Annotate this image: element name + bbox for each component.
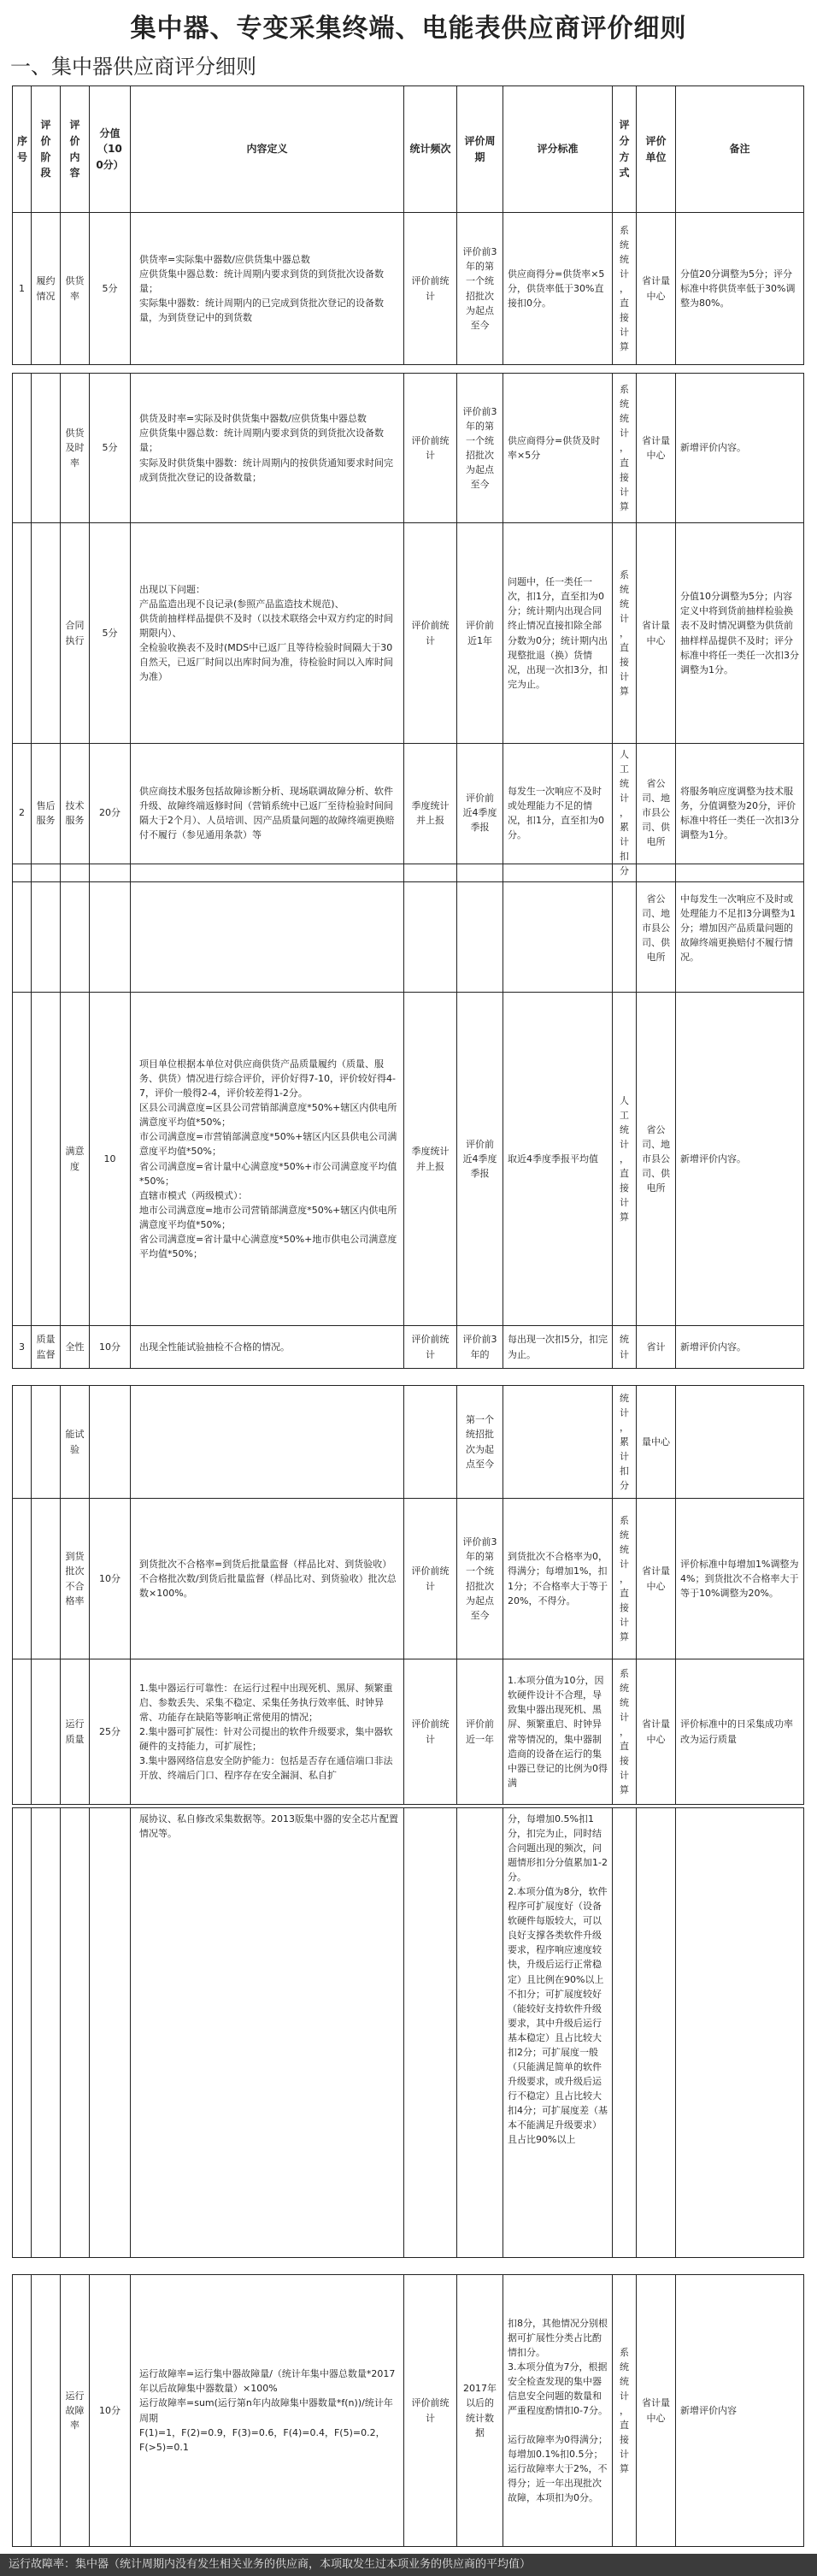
table-row [13, 2275, 804, 2547]
row-score: 10分 [90, 2275, 131, 2547]
evaluation-table-part-4 [12, 1385, 804, 1805]
row-frequency: 评价前统计 [404, 523, 457, 744]
row-method: 系统统计，直接计算 [613, 213, 637, 365]
row-frequency: 季度统计并上报 [404, 744, 457, 882]
row-period: 评价前近4季度季报 [457, 744, 503, 882]
row-score: 10分 [90, 1499, 131, 1659]
row-standard: 每出现一次扣5分，扣完为止。 [503, 1326, 613, 1369]
row-score: 25分 [90, 1659, 131, 1805]
row-unit: 省计量中心 [637, 213, 676, 365]
row-standard: 到货批次不合格率为0，得满分；每增加1%，扣1分；不合格率大于等于20%，不得分。 [503, 1499, 613, 1659]
row-standard: 每发生一次响应不及时或处理能力不足的情况，扣1分，直至扣为0分。 [503, 744, 613, 882]
row-score: 5分 [90, 374, 131, 523]
header-stage: 评价阶段 [32, 86, 61, 213]
row-method: 系统统计，直接计算 [613, 374, 637, 523]
row-definition: 展协议、私自修改采集数据等。2013版集中器的安全芯片配置情况等。 [131, 1808, 404, 2258]
row-period: 评价前近一年 [457, 1659, 503, 1805]
row-note: 分值10分调整为5分；内容定义中将到货前抽样检验换表不及时情况调整为供货前抽样样品提供不及时；评分标准中将任一类任一次扣3分调整为1分。 [676, 523, 804, 744]
row-stage: 质量监督 [32, 1326, 61, 1369]
row-period: 评价前3年的 [457, 1326, 503, 1369]
evaluation-table-part-2 [12, 373, 804, 882]
row-score: 10分 [90, 1326, 131, 1369]
row-frequency: 评价前统计 [404, 1499, 457, 1659]
row-method: 系统统计，直接计算 [613, 523, 637, 744]
row-standard: 供应商得分=供货率×5分，供货率低于30%直接扣0分。 [503, 213, 613, 365]
row-method: 统计，累计扣分 [613, 1386, 637, 1499]
row-score: 10 [90, 993, 131, 1326]
row-item: 技术服务 [61, 744, 90, 882]
row-stage [32, 993, 61, 1326]
header-no: 序号 [13, 86, 32, 213]
header-method: 评分方式 [613, 86, 637, 213]
row-number [13, 374, 32, 523]
table-row [13, 993, 804, 1326]
row-note: 新增评价内容 [676, 2275, 804, 2547]
row-unit: 省公司、地市县公司、供电所 [637, 744, 676, 882]
row-unit: 省公司、地市县公司、供电所 [637, 993, 676, 1326]
row-period: 评价前3年的第一个统招批次为起点至今 [457, 213, 503, 365]
row-method: 人工统计，直接计算 [613, 993, 637, 1326]
row-item: 能试验 [61, 1386, 90, 1499]
table-row [13, 1808, 804, 2258]
page-footer-caption: 运行故障率：集中器（统计周期内没有发生相关业务的供应商，本项取发生过本项业务的供应商的平均值） [0, 2554, 817, 2576]
row-unit: 量中心 [637, 1386, 676, 1499]
header-note: 备注 [676, 86, 804, 213]
row-standard: 取近4季度季报平均值 [503, 993, 613, 1326]
table-row [13, 523, 804, 744]
row-note: 新增评价内容。 [676, 374, 804, 523]
row-number: 1 [13, 213, 32, 365]
row-item: 合同执行 [61, 523, 90, 744]
row-note: 新增评价内容。 [676, 993, 804, 1326]
evaluation-table-part-6 [12, 2274, 804, 2547]
row-period: 第一个统招批次为起点至今 [457, 1386, 503, 1499]
evaluation-table-part-1 [12, 85, 804, 365]
row-method: 系统统计，直接计算 [613, 1659, 637, 1805]
row-note: 分值20分调整为5分；评分标准中将供货率低于30%调整为80%。 [676, 213, 804, 365]
row-number [13, 523, 32, 744]
evaluation-table-part-5 [12, 1807, 804, 2258]
header-unit: 评价单位 [637, 86, 676, 213]
row-frequency: 评价前统计 [404, 213, 457, 365]
row-frequency: 评价前统计 [404, 2275, 457, 2547]
row-standard: 扣8分，其他情况分别根据可扩展性分类占比酌情扣分。 3.本项分值为7分，根据安全检查发现的集中器信息安全问题的数量和严重程度酌情扣0-7分。 运行故障率为0得满分；每增加0.1%扣0.5分；运行故障率大于2%，不得分；近一年出现批次故障，本项扣为0分。 [503, 2275, 613, 2547]
row-note: 评价标准中每增加1%调整为4%；到货批次不合格率大于等于10%调整为20%。 [676, 1499, 804, 1659]
row-item: 到货批次不合格率 [61, 1499, 90, 1659]
row-score: 5分 [90, 523, 131, 744]
row-definition: 供应商技术服务包括故障诊断分析、现场联调故障分析、软件升级、故障终端返修时间（营销系统中已返厂至待检验时间间隔大于2个月）、人员培训、因产品质量问题的故障终端更换赔付不履行（参见通用条款）等 [131, 744, 404, 882]
table-row [13, 1499, 804, 1659]
table-row [13, 744, 804, 882]
row-standard: 问题中，任一类任一次，扣1分，直至扣为0分；统计期内出现合同终止情况直接扣除全部分数为0分；统计期内出现整批退（换）货情况，出现一次扣3分，扣完为止。 [503, 523, 613, 744]
header-period: 评价周期 [457, 86, 503, 213]
row-frequency: 季度统计并上报 [404, 993, 457, 1326]
header-score: 分值（100分） [90, 86, 131, 213]
row-method: 系统统计，直接计算 [613, 2275, 637, 2547]
row-score: 5分 [90, 213, 131, 365]
table-row [13, 864, 804, 993]
row-standard: 供应商得分=供货及时率×5分 [503, 374, 613, 523]
header-frequency: 统计频次 [404, 86, 457, 213]
row-method: 人工统计，累计扣分 [613, 744, 637, 882]
row-note: 中每发生一次响应不及时或处理能力不足扣3分调整为1分；增加因产品质量问题的故障终端更换赔付不履行情况。 [676, 864, 804, 993]
row-number [13, 993, 32, 1326]
header-standard: 评分标准 [503, 86, 613, 213]
row-unit: 省计量中心 [637, 374, 676, 523]
row-item: 运行质量 [61, 1659, 90, 1805]
row-definition: 到货批次不合格率=到货后批量监督（样品比对、到货验收）不合格批次数/到货后批量监督（样品比对、到货验收）批次总数×100%。 [131, 1499, 404, 1659]
document-title: 集中器、专变采集终端、电能表供应商评价细则 [130, 14, 687, 44]
row-definition: 供货及时率=实际及时供货集中器数/应供货集中器总数 应供货集中器总数：统计周期内要求到货的到货批次设备数量； 实际及时供货集中器数：统计周期内的按供货通知要求时间完成到货批次登记的设备数量； [131, 374, 404, 523]
row-period: 2017年以后的统计数据 [457, 2275, 503, 2547]
row-unit: 省计量中心 [637, 1499, 676, 1659]
row-note: 新增评价内容。 [676, 1326, 804, 1369]
row-period: 评价前3年的第一个统招批次为起点至今 [457, 374, 503, 523]
row-period: 评价前近4季度季报 [457, 993, 503, 1326]
row-definition: 运行故障率=运行集中器故障量/（统计年集中器总数量*2017年以后故障集中器数量）×100% 运行故障率=sum(运行第n年内故障集中器数量*f(n))/统计年周期 F(1)=1，F(2)=0.9，F(3)=0.6，F(4)=0.4，F(5)=0.2，F(>5)=0.1 [131, 2275, 404, 2547]
row-score: 20分 [90, 744, 131, 882]
section-heading: 一、集中器供应商评分细则 [10, 55, 256, 79]
row-item: 供货率 [61, 213, 90, 365]
evaluation-table-part-3 [12, 864, 804, 1369]
row-item: 运行故障率 [61, 2275, 90, 2547]
row-definition: 1.集中器运行可靠性：在运行过程中出现死机、黑屏、频繁重启、参数丢失、采集不稳定、采集任务执行效率低、时钟异常、功能存在缺陷等影响正常使用的情况； 2.集中器可扩展性：针对公司提出的软件升级要求，集中器软硬件的支持能力，可扩展性； 3.集中器网络信息安全防护能力：包括是否存在通信端口非法开放、终端后门口、程序存在安全漏洞、私自扩 [131, 1659, 404, 1805]
header-item: 评价内容 [61, 86, 90, 213]
table-header-row [13, 86, 804, 213]
row-method: 系统统计，直接计算 [613, 1499, 637, 1659]
row-standard: 分，每增加0.5%扣1分，扣完为止，同时结合问题出现的频次，问题情形扣分分值累加1-2分。 2.本项分值为8分，软件程序可扩展度好（设备软硬件每版较大，可以良好支撑各类软件升级要求，程序响应速度较快，升级后运行正常稳定）且比例在90%以上不扣分；可扩展度较好（能较好支持软件升级要求，其中升级后运行基本稳定）且占比较大扣2分；可扩展度一般（只能满足简单的软件升级要求，或升级后运行不稳定）且占比较大扣4分；可扩展度差（基本不能满足升级要求）且占比90%以上 [503, 1808, 613, 2258]
row-stage [32, 523, 61, 744]
row-unit: 省计 [637, 1326, 676, 1369]
row-note: 将服务响应度调整为技术服务，分值调整为20分，评价标准中将任一类任一次扣3分调整为1分。 [676, 744, 804, 882]
row-note: 评价标准中的日采集成功率改为运行质量 [676, 1659, 804, 1805]
row-number: 2 [13, 744, 32, 882]
table-row [13, 213, 804, 365]
table-row [13, 1326, 804, 1369]
table-row [13, 1386, 804, 1499]
table-row [13, 1659, 804, 1805]
row-frequency: 评价前统计 [404, 1659, 457, 1805]
row-standard: 1.本项分值为10分，因软硬件设计不合理，导致集中器出现死机、黑屏、频繁重启、时钟异常等情况的，集中器制造商的设备在运行的集中器已登记的比例为0得满 [503, 1659, 613, 1805]
row-unit: 省计量中心 [637, 1659, 676, 1805]
row-definition: 项目单位根据本单位对供应商供货产品质量履约（质量、服务、供货）情况进行综合评价，评价好得7-10，评价较好得4-7，评价一般得2-4，评价较差得1-2分。 区县公司满意度=区县公司营销部满意度*50%+辖区内供电所满意度平均值*50%； 市公司满意度=市营销部满意度*50%+辖区内区县供电公司满意度平均值*50%； 省公司满意度=省计量中心满意度*50%+市公司满意度平均值*50%； 直辖市模式（两级模式）： 地市公司满意度=地市公司营销部满意度*50%+辖区内供电所满意度平均值*50%； 省公司满意度=省计量中心满意度*50%+地市供电公司满意度平均值*50%； [131, 993, 404, 1326]
row-stage: 售后服务 [32, 744, 61, 882]
row-item: 全性 [61, 1326, 90, 1369]
row-frequency: 评价前统计 [404, 1326, 457, 1369]
row-period: 评价前3年的第一个统招批次为起点至今 [457, 1499, 503, 1659]
row-stage: 履约情况 [32, 213, 61, 365]
row-item: 供货及时率 [61, 374, 90, 523]
row-unit: 省计量中心 [637, 523, 676, 744]
row-method: 统计 [613, 1326, 637, 1369]
row-definition: 供货率=实际集中器数/应供货集中器总数 应供货集中器总数：统计周期内要求到货的到货批次设备数量； 实际集中器数：统计周期内的已完成到货批次登记的设备数量，为到货登记中的到货数 [131, 213, 404, 365]
row-unit: 省计量中心 [637, 2275, 676, 2547]
row-period: 评价前近1年 [457, 523, 503, 744]
header-definition: 内容定义 [131, 86, 404, 213]
row-definition: 出现全性能试验抽检不合格的情况。 [131, 1326, 404, 1369]
table-row [13, 374, 804, 523]
row-definition: 出现以下问题： 产品监造出现不良记录(参照产品监造技术规范)、 供货前抽样样品提供不及时（以技术联络会中双方约定的时间期限内）、 全检验收换表不及时(MDS中已返厂且等待检验时间隔大于30自然天，已返厂时间以出库时间为准，待检验时间以入库时间为准） [131, 523, 404, 744]
row-stage [32, 374, 61, 523]
row-item: 满意度 [61, 993, 90, 1326]
row-frequency: 评价前统计 [404, 374, 457, 523]
row-number: 3 [13, 1326, 32, 1369]
row-unit: 省公司、地市县公司、供电所 [637, 864, 676, 993]
